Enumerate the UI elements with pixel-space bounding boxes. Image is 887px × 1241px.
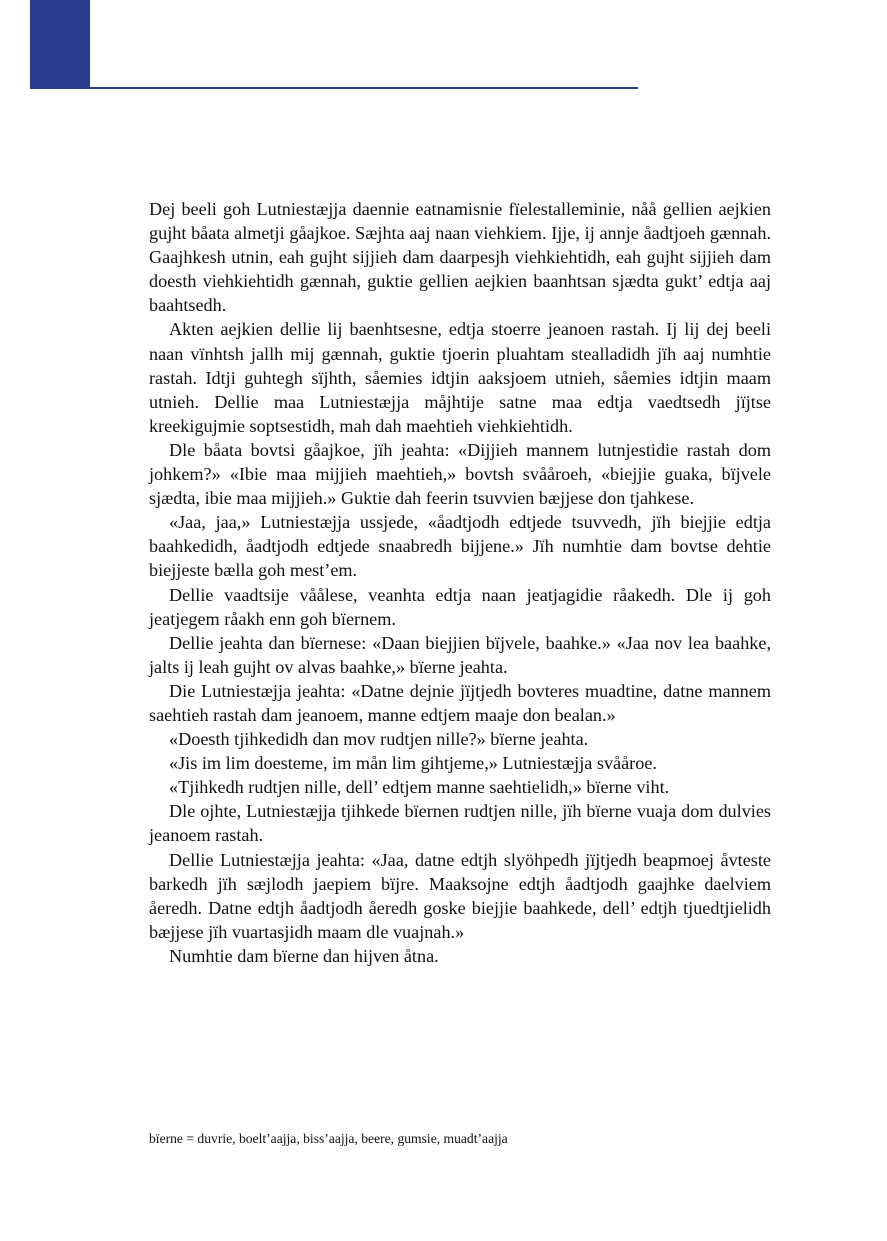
paragraph-5: Dellie vaadtsije våålese, veanhta edtja naan jeatjagidie råakedh. Dle ij goh jeatjegem råakh enn goh bïernem. [149,584,771,629]
paragraph-2: Akten aejkien dellie lij baenhtsesne, edtja stoerre jeanoen rastah. Ij lij dej beeli naan vïnhtsh jallh mij gænnah, guktie tjoerin pluahtam stealladidh jïh aaj numhtie rastah. Idtji guhtegh sïjhth, såemies idtjin aaksjoem utnieh, såemies idtjin maam utnieh. Dellie maa Lutniestæjja måjhtije satne maa edtja vaedtsedh jïjtse kreekigujmie soptsestidh, mah dah maehtieh viehkiehtidh. [149,319,771,436]
paragraph-4: «Jaa, jaa,» Lutniestæjja ussjede, «åadtjodh edtjede tsuvvedh, jïh biejjie edtja baahkedidh, åadtjodh edtjede snaabredh bijjene.» Jïh numhtie dam bovtse dehtie biejjeste bælla goh mest’em. [149,512,771,581]
footnote: bïerne = duvrie, boelt’aajja, biss’aajja, beere, gumsie, muadt’aajja [149,1131,508,1146]
paragraph-11: Dle ojhte, Lutniestæjja tjihkede bïernen rudtjen nille, jïh bïerne vuaja dom dulvies jeanoem rastah. [149,801,771,846]
header-color-block [30,0,90,89]
paragraph-13: Numhtie dam bïerne dan hijven åtna. [169,945,439,966]
paragraph-1: Dej beeli goh Lutniestæjja daennie eatnamisnie fïelestalleminie, nåå gellien aejkien gujht båata almetji gåajkoe. Sæjhta aaj naan viehkiem. Ijje, ij annje åadtjoeh gænnah. Gaajhkesh utnin, eah gujht sijjieh dam daarpesjh viehkiehtidh, eah gujht sijjieh dam doesth viehkiehtidh gænnah, guktie gellien aejkien baanhtsan sjædta gukt’ edtja aaj baahtsedh. [149,199,771,316]
paragraph-12: Dellie Lutniestæjja jeahta: «Jaa, datne edtjh slyöhpedh jïjtjedh beapmoej åvteste barkedh jïh sæjlodh jaepiem bïjre. Maaksojne edtjh åadtjodh gaajhke daelviem åeredh. Datne edtjh åadtjodh åeredh goske biejjie baahkede, dell’ edtjh tjuedtjielidh bæjjese jïh vuartasjidh maam dle vuajnah.» [149,849,771,942]
paragraph-6: Dellie jeahta dan bïernese: «Daan biejjien bïjvele, baahke.» «Jaa nov lea baahke, jalts ij leah gujht ov alvas baahke,» bïerne jeahta. [149,632,771,677]
paragraph-9: «Jis im lim doesteme, im mån lim gihtjeme,» Lutniestæjja svååroe. [169,753,657,774]
paragraph-10: «Tjihkedh rudtjen nille, dell’ edtjem manne saehtielidh,» bïerne viht. [169,777,670,798]
paragraph-8: «Doesth tjihkedidh dan mov rudtjen nille?» bïerne jeahta. [169,729,589,750]
story-text [149,197,771,968]
paragraph-3: Dle båata bovtsi gåajkoe, jïh jeahta: «Dijjieh mannem lutnjestidie rastah dom johkem?» «Ibie maa mijjieh maehtieh,» bovtsh svååroeh, «biejjie guaka, bïjvele sjædta, ibie maa mijjieh.» Guktie dah feerin tsuvvien bæjjese don tjahkese. [149,439,771,509]
paragraph-7: Die Lutniestæjja jeahta: «Datne dejnie jïjtjedh bovteres muadtine, datne mannem saehtieh rastah dam jeanoem, manne edtjem maaje don bealan.» [149,680,771,725]
header-rule [30,87,638,89]
